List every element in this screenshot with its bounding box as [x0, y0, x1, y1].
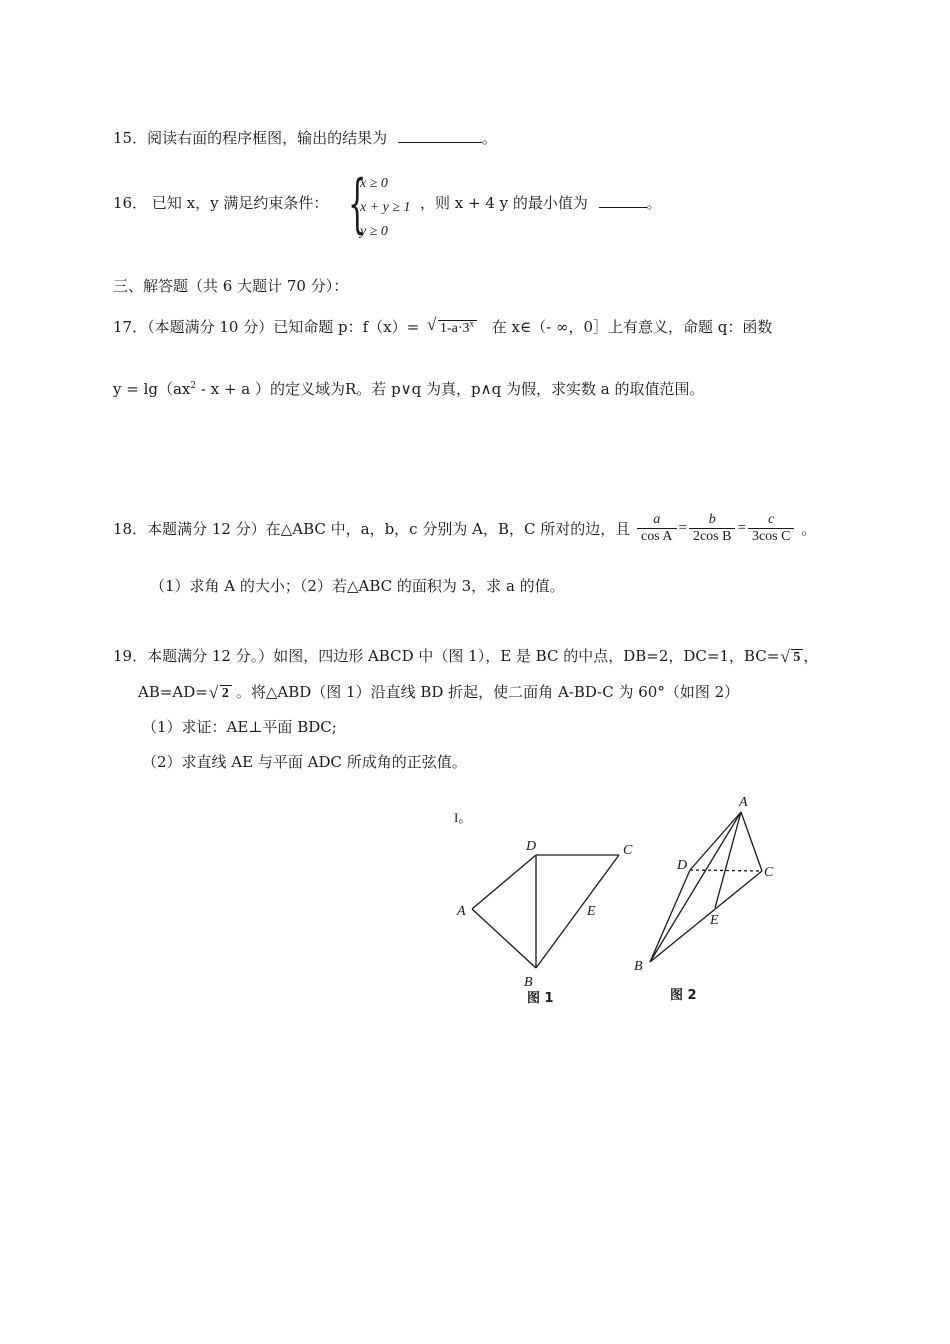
figure-1	[472, 855, 619, 968]
question-19-line-4: （2）求直线 AE 与平面 ADC 所成角的正弦值。	[142, 753, 467, 771]
q16-constraint-3: y ≥ 0	[360, 224, 388, 239]
fig2-label-e: E	[710, 913, 719, 928]
fig2-label-a: A	[739, 795, 748, 810]
q19-line2-a: AB=AD=	[138, 683, 208, 701]
q18-fraction-a	[637, 512, 677, 545]
q16-text: 16． 已知 x，y 满足约束条件：	[113, 194, 329, 212]
q19-sqrt2: 2	[220, 685, 232, 701]
fig1-label-d: D	[526, 839, 537, 854]
fig2-edge-ad	[690, 812, 741, 870]
fig2-label-d: D	[677, 858, 688, 873]
sqrt-sign: √	[426, 315, 437, 335]
q17-line2-b: - x + a ）的定义域为R。若 p∨q 为真，p∧q 为假，求实数 a 的取值范围。	[196, 380, 705, 398]
fig2-edge-db	[650, 870, 690, 962]
q16-constraint-system	[348, 167, 418, 244]
q19-line2-b: 。将△ABD（图 1）沿直线 BD 折起，使二面角 A-BD-C 为 60°（如图 2）	[235, 683, 740, 701]
equals-sign: =	[737, 520, 746, 536]
question-15	[113, 127, 497, 148]
question-19-line-3: （1）求证：AE⊥平面 BDC;	[142, 718, 337, 736]
q17-line1-a: 17．（本题满分 10 分）已知命题 p：f（x）=	[113, 318, 420, 336]
question-19-line-1	[113, 645, 818, 666]
fig2-edge-dc-hidden	[690, 870, 762, 871]
q18-fraction-c	[748, 512, 795, 545]
q17-sqrt	[426, 315, 477, 337]
fig1-label-c: C	[623, 843, 633, 858]
q15-answer-blank	[398, 128, 482, 143]
q18-line1-a: 18．本题满分 12 分）在△ABC 中，a，b，c 分别为 A，B，C 所对的边，且	[113, 520, 631, 538]
q16-tail	[420, 192, 662, 213]
fig1-label-b: B	[524, 975, 533, 990]
q17-line2-sup: 2	[190, 381, 197, 391]
question-19-line-2	[138, 681, 739, 702]
stray-mark: I。	[454, 810, 472, 825]
brace-glyph: {	[348, 167, 367, 241]
q19-sqrt1: 5	[791, 649, 803, 665]
question-17-line-2	[113, 378, 704, 399]
q16-constraint-1: x ≥ 0	[360, 176, 388, 191]
question-18-line-1	[113, 512, 816, 545]
q19-line1-a: 19．本题满分 12 分。）如图，四边形 ABCD 中（图 1），E 是 BC 的中点，DB=2，DC=1，BC=	[113, 647, 780, 665]
sqrt-sign: √	[208, 683, 219, 702]
fig1-edge-ab	[472, 909, 536, 968]
question-16	[113, 192, 328, 213]
q16-constraint-2: x + y ≥ 1	[360, 200, 411, 215]
fig2-caption: 图 2	[670, 988, 697, 1003]
q15-end: 。	[481, 129, 497, 147]
q16-answer-blank	[599, 193, 647, 208]
q18-end: 。	[801, 520, 817, 538]
fig1-label-a: A	[457, 904, 466, 919]
section-3-title: 三、解答题（共 6 大题计 70 分）：	[113, 277, 349, 295]
frac-numerator: b	[689, 512, 736, 529]
fig2-label-b: B	[634, 959, 643, 974]
fig2-edge-cb	[650, 871, 762, 962]
q16-end: 。	[646, 194, 662, 212]
fig1-caption: 图 1	[527, 991, 554, 1006]
q15-text: 15．阅读右面的程序框图，输出的结果为	[113, 129, 388, 147]
equals-sign: =	[678, 520, 687, 536]
question-18-line-2: （1）求角 A 的大小；（2）若△ABC 的面积为 3，求 a 的值。	[150, 577, 565, 595]
frac-denominator: 3cos C	[751, 529, 791, 544]
sqrt-sign: √	[780, 647, 790, 666]
fig2-label-c: C	[764, 865, 774, 880]
question-17-line-1	[113, 316, 772, 337]
fig1-label-e: E	[587, 904, 596, 919]
q19-sqrt-2	[208, 683, 232, 702]
q18-fraction-b	[689, 512, 736, 545]
frac-numerator: a	[637, 512, 677, 529]
frac-denominator: cos A	[641, 529, 673, 544]
fig1-edge-cb	[536, 855, 619, 968]
q17-sqrt-content: 1-a·3	[439, 321, 470, 336]
frac-numerator: c	[748, 512, 795, 529]
figure-2	[650, 812, 762, 962]
q16-after: ，则 x + 4 y 的最小值为	[420, 194, 588, 212]
frac-denominator: 2cos B	[692, 529, 732, 544]
q17-sqrt-exp: x	[469, 318, 474, 329]
q17-line2-a: y = lg（ax	[113, 380, 191, 398]
q19-sqrt-5	[780, 647, 803, 666]
q17-line1-b: 在 x∈（- ∞，0］上有意义，命题 q：函数	[491, 318, 773, 336]
fig2-edge-ac	[741, 812, 762, 871]
fig1-edge-ad	[472, 855, 536, 909]
fig2-edge-ae	[715, 812, 741, 908]
fig2-edge-ab	[650, 812, 741, 962]
q19-line1-end: ，	[803, 647, 819, 665]
